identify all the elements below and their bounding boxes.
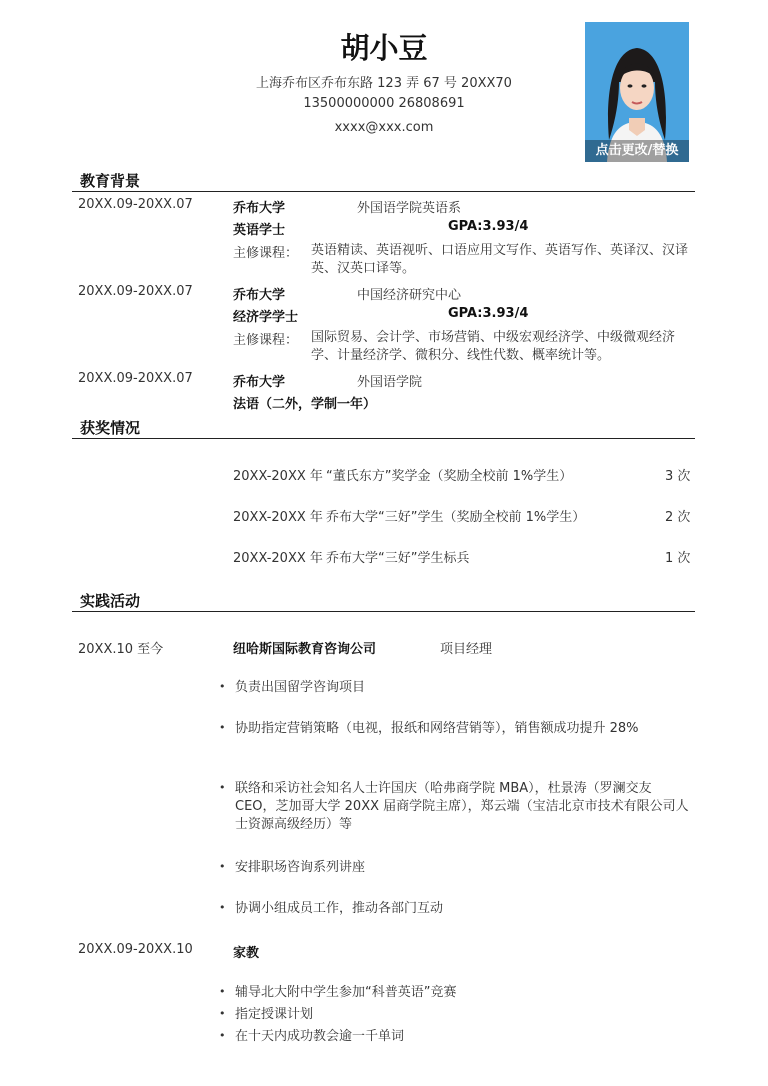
edu-gpa: GPA:3.93/4: [448, 219, 529, 234]
award-year: 20XX-20XX 年: [233, 551, 323, 566]
award-year: 20XX-20XX 年: [233, 469, 323, 484]
edu-date: 20XX.09-20XX.07: [78, 371, 193, 386]
education-section-title: 教育背景: [80, 172, 141, 190]
award-year: 20XX-20XX 年: [233, 510, 323, 525]
edu-school: 乔布大学: [233, 375, 286, 390]
job-bullet: 安排职场咨询系列讲座: [235, 860, 366, 875]
award-description: 乔布大学“三好”学生标兵: [326, 551, 470, 566]
bullet-icon: •: [219, 781, 226, 794]
edu-date: 20XX.09-20XX.07: [78, 284, 193, 299]
bullet-icon: •: [219, 1029, 226, 1042]
edu-department: 外国语学院: [357, 375, 423, 390]
edu-date: 20XX.09-20XX.07: [78, 197, 193, 212]
award-description: 乔布大学“三好”学生（奖励全校前 1%学生）: [326, 510, 586, 525]
job-bullet: 指定授课计划: [235, 1007, 314, 1022]
job-bullet: 负责出国留学咨询项目: [235, 680, 366, 695]
job-role: 项目经理: [440, 642, 493, 657]
photo-change-label[interactable]: 点击更改/替换: [585, 140, 689, 162]
job-company: 纽哈斯国际教育咨询公司: [233, 642, 377, 657]
edu-degree: 经济学学士: [233, 310, 299, 325]
phone-numbers: 13500000000 26808691: [303, 96, 465, 111]
bullet-icon: •: [219, 985, 226, 998]
profile-photo[interactable]: [585, 22, 689, 162]
education-divider: [72, 191, 695, 192]
awards-divider: [72, 438, 695, 439]
candidate-name: 胡小豆: [340, 31, 428, 65]
address: 上海乔布区乔布东路 123 弄 67 号 20XX70: [256, 76, 512, 91]
awards-section-title: 获奖情况: [80, 419, 141, 437]
email: xxxx@xxx.com: [334, 120, 434, 135]
job-bullet: 协助指定营销策略（电视，报纸和网络营销等），销售额成功提升 28%: [235, 721, 639, 736]
edu-courses: 国际贸易、会计学、市场营销、中级宏观经济学、中级微观经济学、计量经济学、微积分、线性代数、概率统计等。: [311, 330, 676, 363]
edu-courses-label: 主修课程：: [233, 246, 299, 261]
job-bullet: 辅导北大附中学生参加“科普英语”竞赛: [235, 985, 457, 1000]
practice-divider: [72, 611, 695, 612]
edu-courses: 英语精读、英语视听、口语应用文写作、英语写作、英译汉、汉译英、汉英口译等。: [311, 243, 689, 276]
award-count: 3 次: [665, 469, 691, 484]
job-company: 家教: [233, 946, 260, 961]
job-date: 20XX.09-20XX.10: [78, 942, 193, 957]
edu-department: 中国经济研究中心: [357, 288, 462, 303]
edu-school: 乔布大学: [233, 288, 286, 303]
bullet-icon: •: [219, 680, 226, 693]
edu-school: 乔布大学: [233, 201, 286, 216]
award-count: 1 次: [665, 551, 691, 566]
job-bullet: 在十天内成功教会逾一千单词: [235, 1029, 405, 1044]
job-bullet: 协调小组成员工作，推动各部门互动: [235, 901, 444, 916]
bullet-icon: •: [219, 1007, 226, 1020]
bullet-icon: •: [219, 860, 226, 873]
award-count: 2 次: [665, 510, 691, 525]
bullet-icon: •: [219, 901, 226, 914]
edu-department: 外国语学院英语系: [357, 201, 462, 216]
edu-degree: 英语学士: [233, 223, 286, 238]
practice-section-title: 实践活动: [80, 592, 141, 610]
edu-courses-label: 主修课程：: [233, 333, 299, 348]
job-date: 20XX.10 至今: [78, 642, 164, 657]
edu-degree: 法语（二外，学制一年）: [233, 397, 377, 412]
bullet-icon: •: [219, 721, 226, 734]
award-description: “董氏东方”奖学金（奖励全校前 1%学生）: [326, 469, 573, 484]
job-bullet: 联络和采访社会知名人士许国庆（哈弗商学院 MBA），杜景涛（罗澜交友 CEO，芝加哥大学 20XX 届商学院主席），郑云端（宝洁北京市技术有限公司人士资源高级经历）等: [235, 781, 689, 832]
edu-gpa: GPA:3.93/4: [448, 306, 529, 321]
